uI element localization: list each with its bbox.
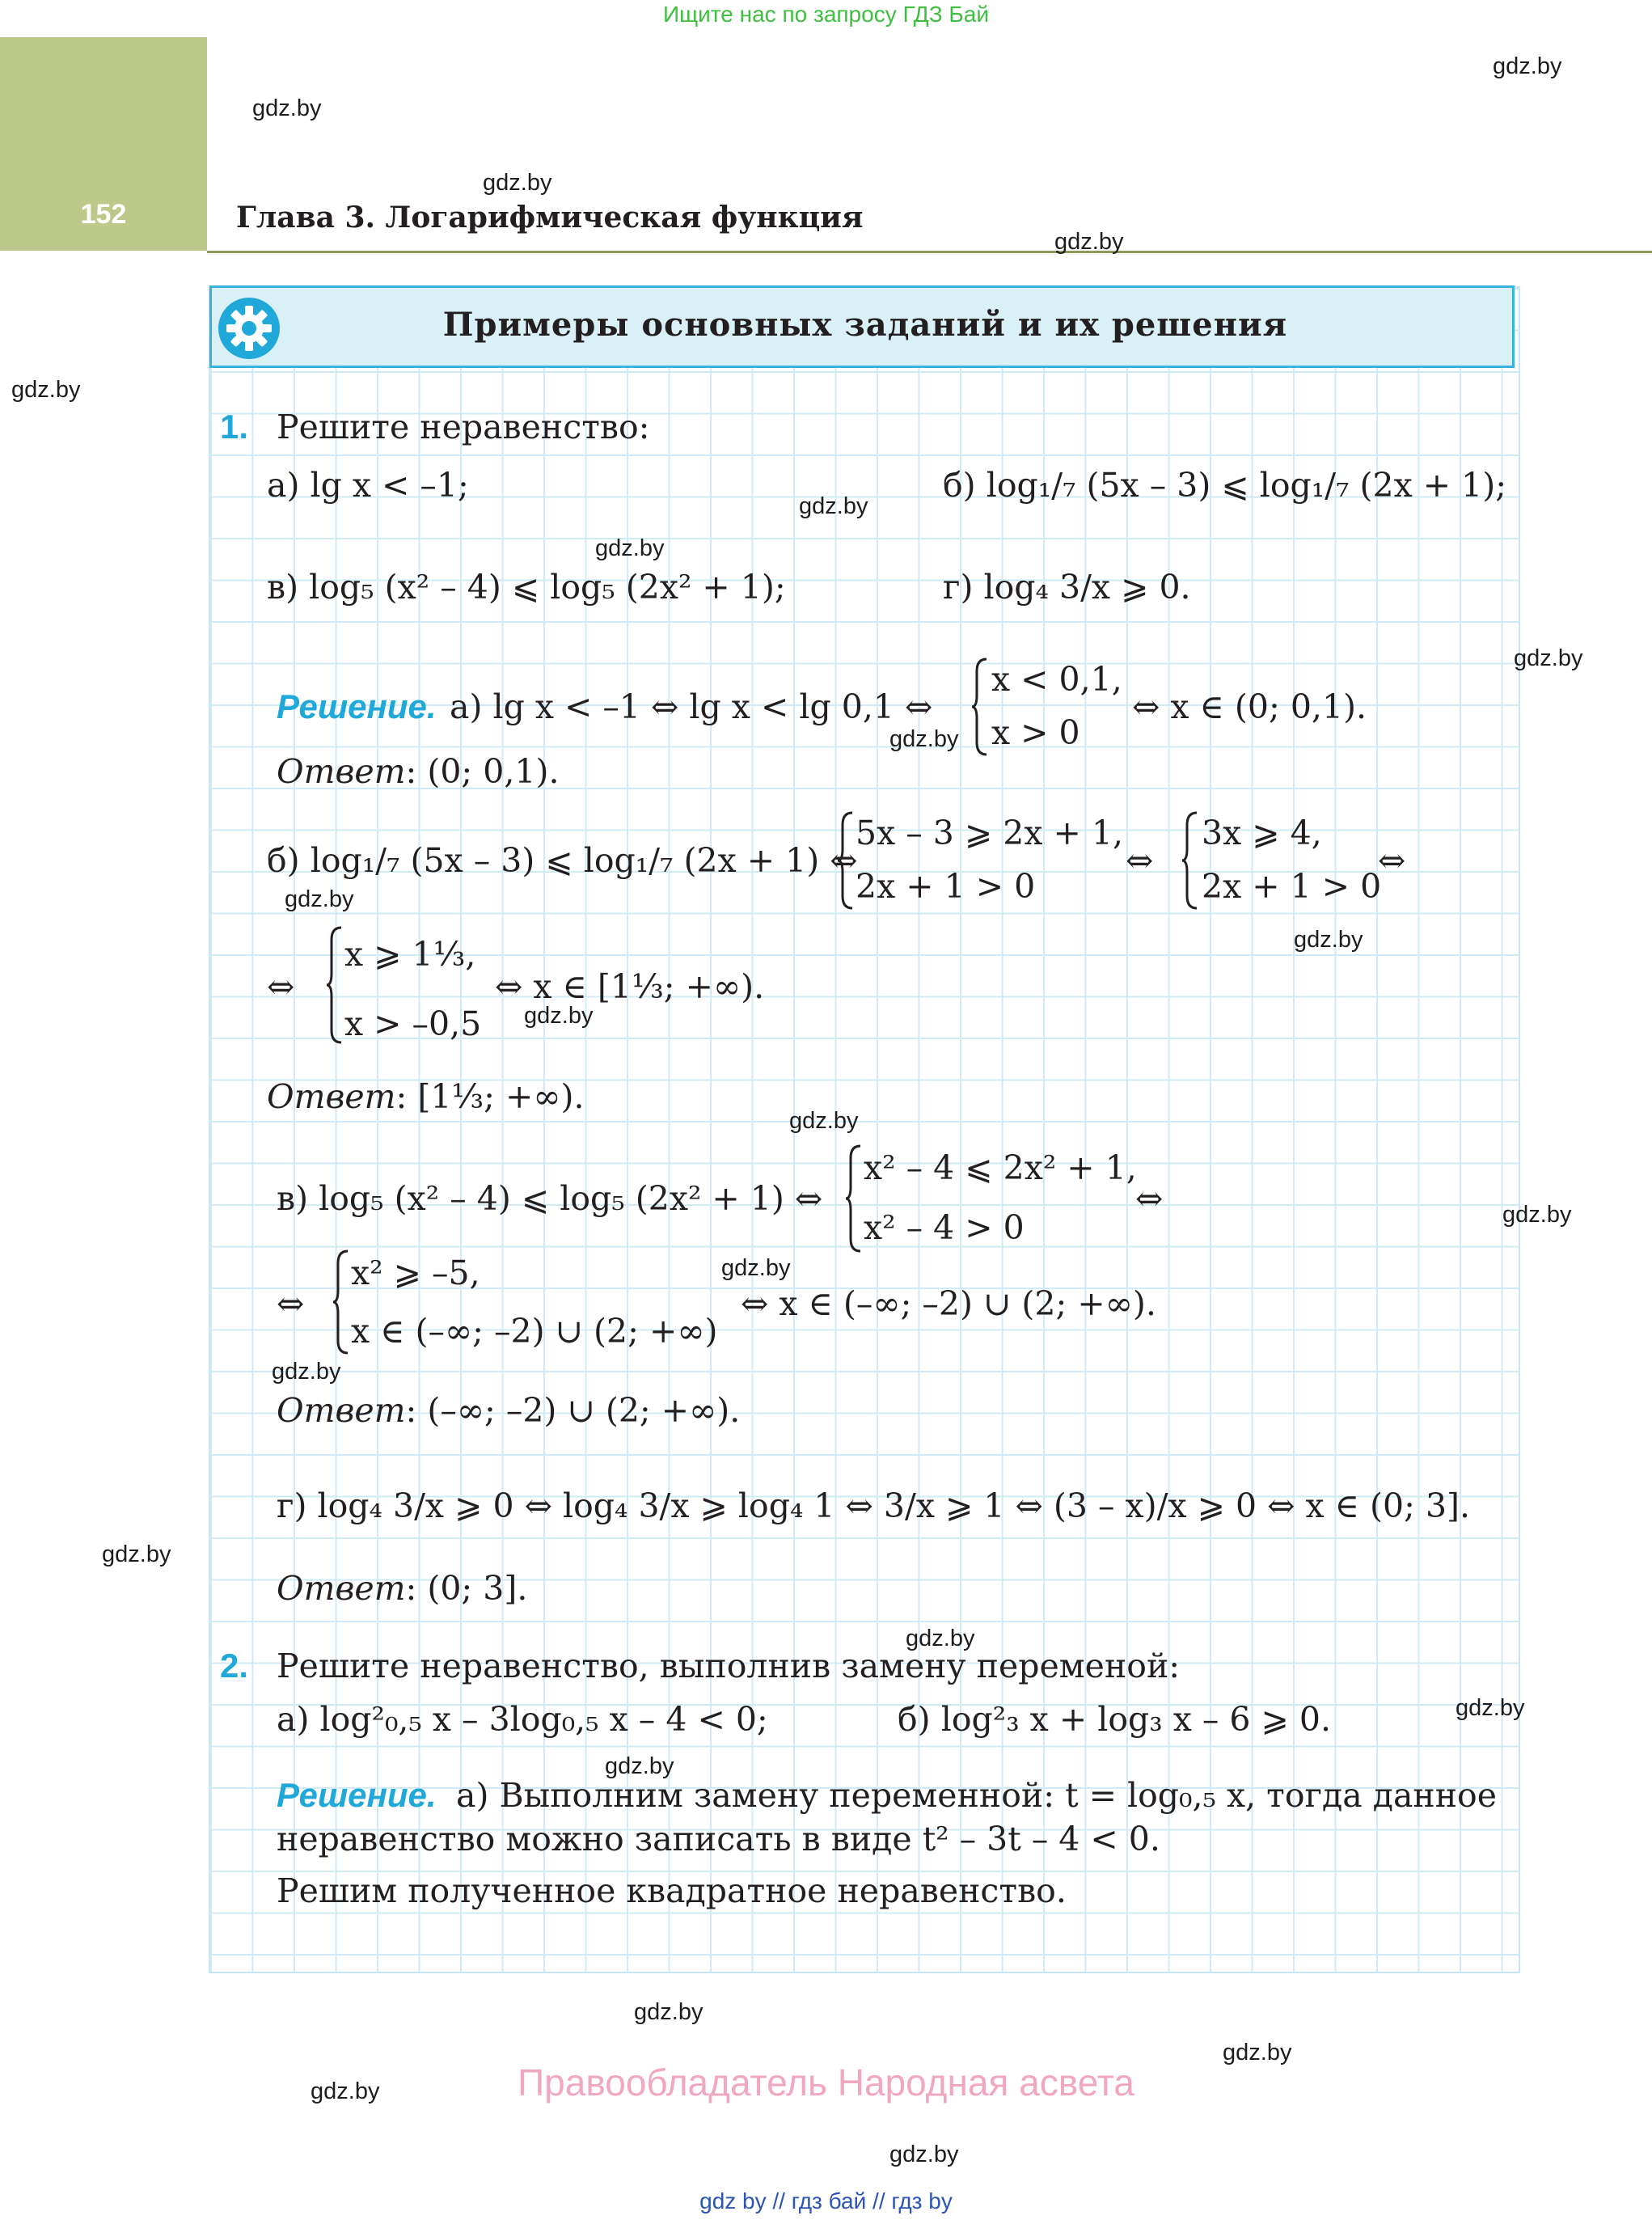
system-line: x > 0 <box>991 713 1080 752</box>
answer-label: Ответ <box>277 1391 406 1430</box>
solution-text: неравенство можно записать в виде t² – 3t – 4 < 0. <box>277 1820 1160 1858</box>
system-brace <box>844 1144 864 1254</box>
system-brace <box>970 657 990 757</box>
watermark: gdz.by <box>524 1003 594 1029</box>
task-item-v: в) log₅ (x² – 4) ⩽ log₅ (2x² + 1); <box>267 568 786 607</box>
answer-label: Ответ <box>277 1569 406 1608</box>
watermark: gdz.by <box>11 377 81 403</box>
chapter-title: Глава 3. Логарифмическая функция <box>236 201 864 235</box>
gear-icon <box>217 296 281 361</box>
solution-g: г) log₄ 3/x ⩾ 0 ⇔ log₄ 3/x ⩾ log₄ 1 ⇔ 3/x ⩾ 1 ⇔ (3 – x)/x ⩾ 0 ⇔ x ∈ (0; 3]. <box>277 1486 1471 1525</box>
answer-a <box>277 752 560 791</box>
solution-a: а) lg x < –1 ⇔ lg x < lg 0,1 ⇔ <box>450 687 933 726</box>
watermark: gdz.by <box>1294 927 1363 953</box>
solution-b: б) log₁/₇ (5x – 3) ⩽ log₁/₇ (2x + 1) ⇔ <box>267 841 858 880</box>
watermark: gdz.by <box>634 1999 703 2025</box>
system-line: 2x + 1 > 0 <box>1202 867 1382 906</box>
watermark: gdz.by <box>311 2078 380 2104</box>
watermark: gdz.by <box>272 1359 341 1385</box>
top-banner[interactable]: Ищите нас по запросу ГДЗ Бай <box>662 2 990 27</box>
system-line: 3x ⩾ 4, <box>1202 814 1322 852</box>
system-line: x² – 4 > 0 <box>864 1208 1025 1247</box>
system-brace <box>332 1249 351 1355</box>
watermark: gdz.by <box>889 2142 959 2167</box>
watermark: gdz.by <box>1223 2040 1292 2065</box>
watermark: gdz.by <box>285 886 354 912</box>
task-item-b: б) log²₃ x + log₃ x – 6 ⩾ 0. <box>898 1700 1332 1739</box>
answer-label: Ответ <box>267 1077 396 1116</box>
watermark: gdz.by <box>906 1626 975 1651</box>
rights-holder: Правообладатель Народная асвета <box>518 2061 1134 2103</box>
watermark: gdz.by <box>789 1108 859 1134</box>
watermark: gdz.by <box>1493 53 1562 79</box>
answer-value: : (0; 0,1). <box>405 752 560 791</box>
solution-b-result: ⇔ x ∈ [1⅓; +∞). <box>495 967 765 1006</box>
task-item-a: а) lg x < –1; <box>267 466 469 505</box>
task-item-g: г) log₄ 3/x ⩾ 0. <box>943 568 1191 607</box>
answer-v <box>277 1391 740 1430</box>
solution-label: Решение. <box>277 1776 437 1814</box>
solution-a-result: ⇔ x ∈ (0; 0,1). <box>1132 687 1367 726</box>
equivalence-sign: ⇔ <box>1378 841 1406 880</box>
watermark: gdz.by <box>1054 229 1124 255</box>
answer-value: : (0; 3]. <box>405 1569 528 1608</box>
header-rule <box>207 251 1652 253</box>
watermark: gdz.by <box>799 493 868 519</box>
task-number: 2. <box>220 1647 249 1685</box>
task-item-a: а) log²₀,₅ x – 3log₀,₅ x – 4 < 0; <box>277 1700 768 1739</box>
task-item-b: б) log₁/₇ (5x – 3) ⩽ log₁/₇ (2x + 1); <box>943 466 1507 505</box>
system-line: x² – 4 ⩽ 2x² + 1, <box>864 1148 1137 1187</box>
section-title: Примеры основных заданий и их решения <box>442 306 1288 344</box>
watermark: gdz.by <box>102 1541 171 1567</box>
watermark: gdz.by <box>595 535 665 561</box>
watermark: gdz.by <box>605 1753 674 1779</box>
watermark: gdz.by <box>1502 1202 1572 1228</box>
equivalence-sign: ⇔ <box>1126 841 1154 880</box>
solution-text: Решим полученное квадратное неравенство. <box>277 1871 1067 1910</box>
solution-v: в) log₅ (x² – 4) ⩽ log₅ (2x² + 1) ⇔ <box>277 1179 823 1218</box>
task-prompt: Решите неравенство: <box>277 408 650 446</box>
system-line: x² ⩾ –5, <box>351 1254 480 1292</box>
watermark: gdz.by <box>889 726 959 752</box>
equivalence-sign: ⇔ <box>277 1284 305 1323</box>
watermark: gdz.by <box>1514 645 1583 671</box>
answer-value: : [1⅓; +∞). <box>395 1077 585 1116</box>
system-brace <box>1181 810 1200 911</box>
page-number: 152 <box>80 199 127 230</box>
task-prompt: Решите неравенство, выполнив замену переменой: <box>277 1647 1181 1685</box>
watermark: gdz.by <box>1456 1695 1525 1721</box>
equivalence-sign: ⇔ <box>267 967 295 1006</box>
system-line: x ⩾ 1⅓, <box>344 935 476 974</box>
task-number: 1. <box>220 408 249 446</box>
solution-v-result: ⇔ x ∈ (–∞; –2) ∪ (2; +∞). <box>741 1284 1156 1323</box>
system-line: x > –0,5 <box>344 1004 482 1043</box>
equivalence-sign: ⇔ <box>1135 1179 1164 1218</box>
system-line: x < 0,1, <box>991 660 1122 699</box>
watermark: gdz.by <box>252 95 322 121</box>
solution-text: а) Выполним замену переменной: t = log₀,₅ x, тогда данное <box>456 1776 1497 1815</box>
system-line: 5x – 3 ⩾ 2x + 1, <box>856 814 1124 852</box>
system-brace <box>325 925 344 1045</box>
solution-label: Решение. <box>277 687 437 725</box>
answer-label: Ответ <box>277 752 406 791</box>
watermark: gdz.by <box>721 1255 791 1281</box>
system-line: x ∈ (–∞; –2) ∪ (2; +∞) <box>351 1312 718 1351</box>
system-brace <box>836 810 856 911</box>
answer-g <box>277 1569 527 1608</box>
bottom-links[interactable]: gdz by // гдз бай // гдз by <box>699 2188 953 2213</box>
answer-value: : (–∞; –2) ∪ (2; +∞). <box>405 1391 741 1430</box>
answer-b <box>267 1077 585 1116</box>
system-line: 2x + 1 > 0 <box>856 867 1036 906</box>
watermark: gdz.by <box>483 170 552 196</box>
